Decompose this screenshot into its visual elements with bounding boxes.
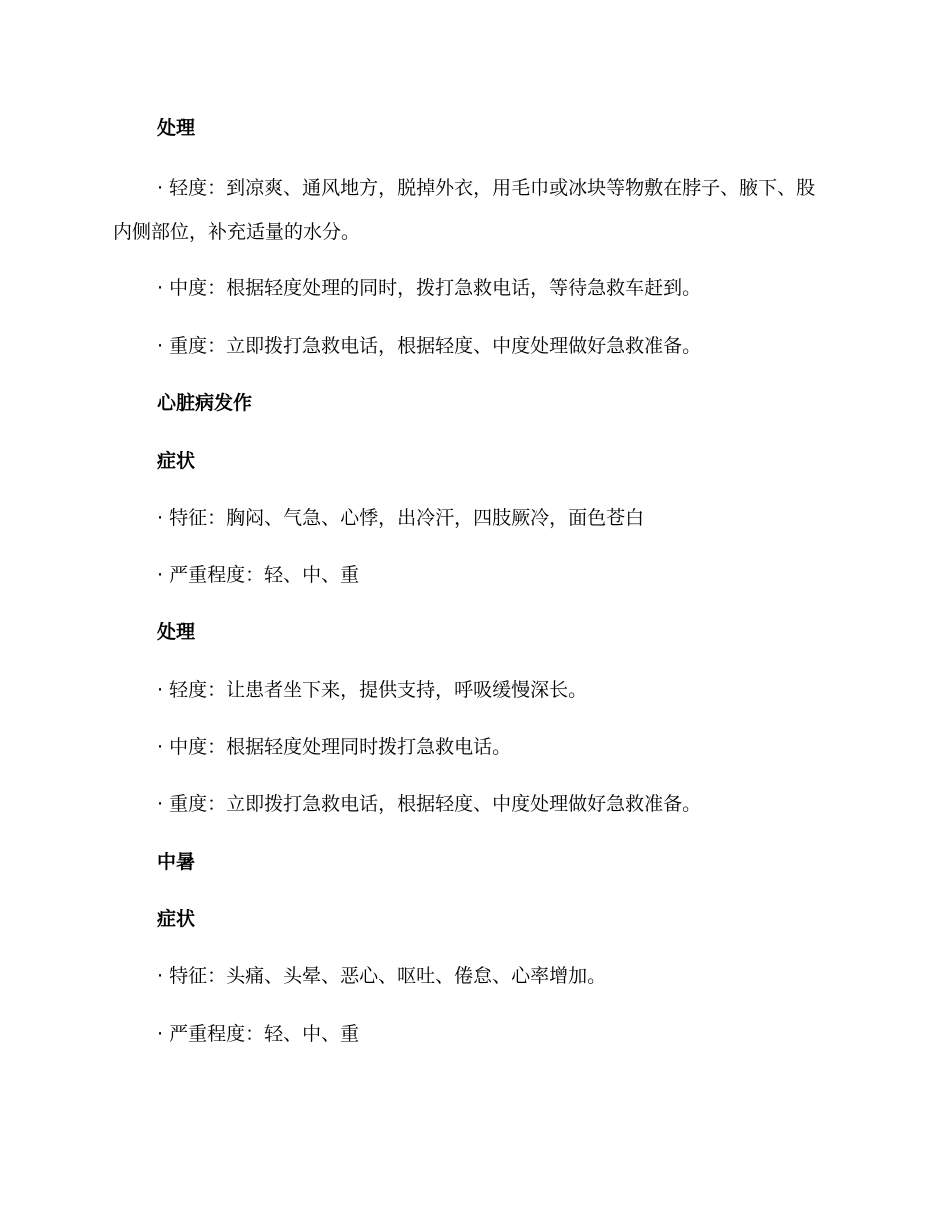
section-heading-treatment: 处理 xyxy=(157,117,196,139)
list-item-severe-treatment: · 重度：立即拨打急救电话，根据轻度、中度处理做好急救准备。 xyxy=(157,335,702,357)
subheading-symptoms: 症状 xyxy=(157,450,196,472)
list-item-mild-treatment: · 轻度：让患者坐下来，提供支持，呼吸缓慢深长。 xyxy=(157,679,588,701)
list-item-moderate-treatment: · 中度：根据轻度处理的同时，拨打急救电话，等待急救车赶到。 xyxy=(157,277,702,299)
list-item-severity: · 严重程度：轻、中、重 xyxy=(157,1023,360,1045)
list-item-characteristics: · 特征：头痛、头晕、恶心、呕吐、倦怠、心率增加。 xyxy=(157,965,607,987)
list-item-severe-treatment: · 重度：立即拨打急救电话，根据轻度、中度处理做好急救准备。 xyxy=(157,793,702,815)
subheading-symptoms: 症状 xyxy=(157,908,196,930)
subheading-treatment: 处理 xyxy=(157,621,196,643)
list-item-mild-treatment: · 轻度：到凉爽、通风地方，脱掉外衣，用毛巾或冰块等物敷在脖子、腋下、股内侧部位，补充适量的水分。 xyxy=(113,177,816,243)
section-heading-heart-attack: 心脏病发作 xyxy=(157,392,253,414)
list-item-characteristics: · 特征：胸闷、气急、心悸，出冷汗，四肢厥冷，面色苍白 xyxy=(157,507,645,529)
section-heading-heatstroke: 中暑 xyxy=(157,851,196,873)
list-item-severity: · 严重程度：轻、中、重 xyxy=(157,564,360,586)
list-item-moderate-treatment: · 中度：根据轻度处理同时拨打急救电话。 xyxy=(157,736,512,758)
